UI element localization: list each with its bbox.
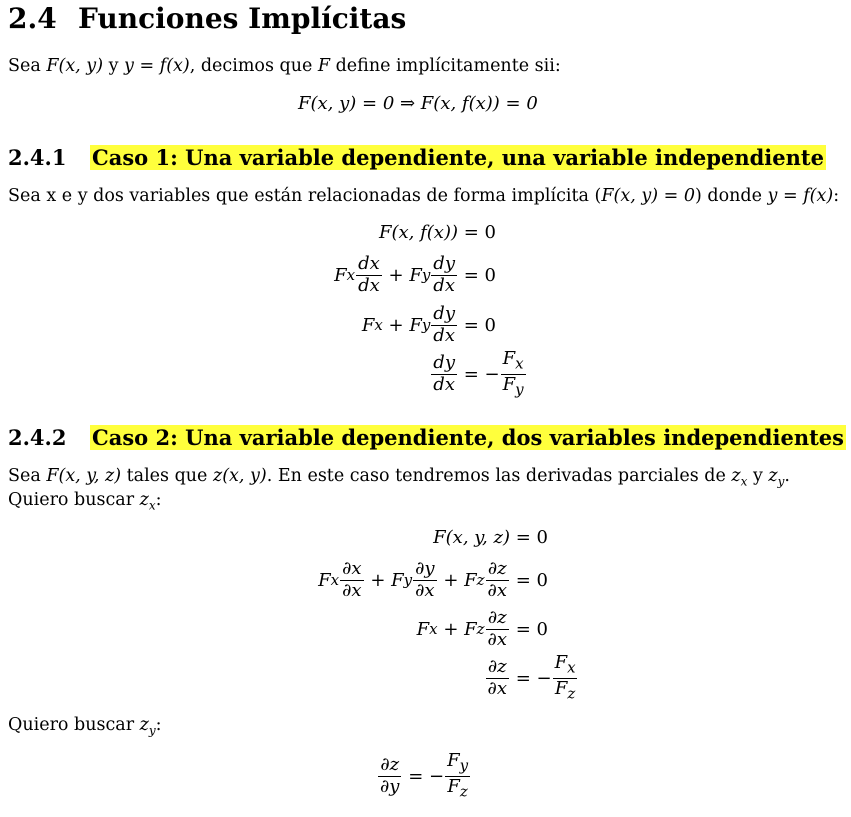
definition-equation: F(x, y) = 0 ⇒ F(x, f(x)) = 0 [298,93,538,114]
case1-line4-rhs: = − $\frac{F_x}{F_y}$ [458,348,524,399]
paragraph-text: Quiero buscar [8,715,140,735]
case2-line4-rhs: = − $\frac{F_x}{F_z}$ [510,652,576,703]
subsection-2-paragraph: Sea F(x, y, z) tales que z(x, y). En este caso tendremos las derivadas parciales de $z_x$ y $z_y$. [8,466,790,489]
case2-line1-lhs: F(x, y, z) [433,527,510,548]
case2-line1-rhs: = 0 [510,527,548,548]
case2-line2-lhs: F x $\frac{\partial x}{\partial x}$ + F y $\frac{\partial y}{\partial x}$ + F z $\frac{\partial z}{\partial x}$ [318,557,507,601]
section-title-text: Funciones Implícitas [78,2,407,35]
paragraph-math: F(x, y) = 0 [601,186,695,206]
intro-text: define implícitamente sii: [330,56,561,76]
subsection-1-number: 2.4.1 [8,145,67,170]
subsection-1-title [8,145,826,170]
section-title [8,2,406,35]
paragraph-text: . En este caso tendremos las derivadas parciales de [266,466,732,486]
paragraph-text: . [784,466,790,486]
case2-line3-lhs: F x + F z $\frac{\partial z}{\partial x}$ [416,606,507,650]
paragraph-text: y [747,466,769,486]
paragraph-text: Quiero buscar [8,490,140,510]
intro-paragraph [8,56,561,76]
paragraph-math: F(x, y, z) [46,466,122,486]
subsection-2-number: 2.4.2 [8,425,67,450]
case1-line3-rhs: = 0 [458,314,496,336]
intro-text: y [103,56,125,76]
case1-line1-rhs: = 0 [458,222,496,243]
case1-line2-lhs: F x $\frac{dx}{dx}$ + F y $\frac{dy}{dx}$ [334,252,455,296]
case2-line2-rhs: = 0 [510,569,548,591]
case1-line4-lhs: $\frac{dy}{dx}$ [433,351,455,395]
case1-line1-lhs: F(x, f(x)) [379,222,458,243]
subsection-2-title [8,425,846,450]
case1-line3-lhs: F x + F y $\frac{dy}{dx}$ [361,302,455,346]
zy-equation: $\frac{\partial z}{\partial y}$ = − $\frac{F_y}{F_z}$ [380,750,469,801]
paragraph-math: z [731,466,741,486]
intro-math: F [317,56,331,76]
subsection-1-title-text: Caso 1: Una variable dependiente, una variable independiente [92,145,824,170]
subsection-1-paragraph [8,186,839,206]
paragraph-text: Sea [8,466,47,486]
paragraph-text: tales que [121,466,213,486]
case1-line2-rhs: = 0 [458,264,496,286]
paragraph-math: z(x, y) [212,466,267,486]
want-zy-line: Quiero buscar $z_y$: [8,715,162,738]
intro-math: F(x, y) [46,56,104,76]
case2-line3-rhs: = 0 [510,618,548,640]
want-zx-line: Quiero buscar $z_x$: [8,490,162,513]
section-number: 2.4 [8,2,57,35]
paragraph-text: : [833,186,840,206]
intro-text: , decimos que [189,56,318,76]
intro-math: y = f(x) [124,56,190,76]
paragraph-math: z [768,466,778,486]
subsection-2-title-text: Caso 2: Una variable dependiente, dos variables independientes [92,425,844,450]
case2-line4-lhs: $\frac{\partial z}{\partial x}$ [487,655,507,699]
intro-text: Sea [8,56,47,76]
paragraph-text: Sea x e y dos variables que están relacionadas de forma implícita ( [8,186,602,206]
paragraph-text: ) donde [694,186,768,206]
paragraph-math: y = f(x) [767,186,834,206]
